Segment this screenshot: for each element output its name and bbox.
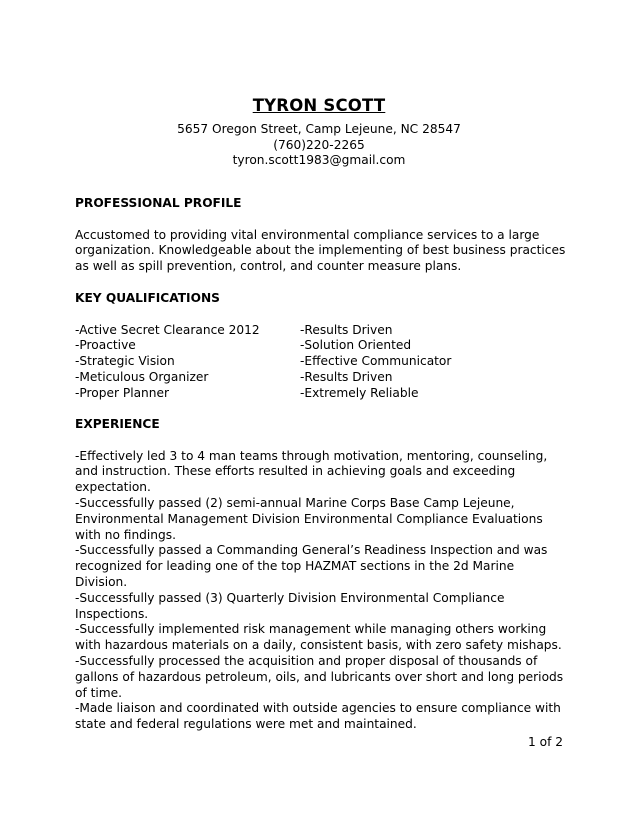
- experience-line: -Successfully passed (3) Quarterly Division Environmental Compliance: [75, 590, 505, 605]
- experience-line: -Successfully processed the acquisition and proper disposal of thousands of: [75, 653, 538, 668]
- email-line: tyron.scott1983@gmail.com: [232, 153, 406, 168]
- qualification-item: -Extremely Reliable: [300, 385, 419, 400]
- experience-line: Inspections.: [75, 606, 149, 621]
- experience-line: and instruction. These efforts resulted in achieving goals and exceeding: [75, 464, 516, 479]
- qualification-item: -Proactive: [75, 338, 136, 353]
- experience-line: Division.: [75, 574, 128, 589]
- experience-line: with hazardous materials on a daily, consistent basis, with zero safety mishaps.: [75, 638, 562, 653]
- qualification-row: [75, 323, 570, 339]
- contact-block: [0, 122, 638, 169]
- experience-heading: EXPERIENCE: [75, 417, 160, 431]
- qualification-row: [75, 354, 570, 370]
- qualification-item: -Strategic Vision: [75, 354, 175, 369]
- experience-line: -Successfully implemented risk management while managing others working: [75, 622, 547, 637]
- experience-line: -Successfully passed a Commanding General’s Readiness Inspection and was: [75, 543, 548, 558]
- qualification-item: -Solution Oriented: [300, 338, 412, 353]
- experience-line: -Successfully passed (2) semi-annual Marine Corps Base Camp Lejeune,: [75, 495, 515, 510]
- profile-line: Accustomed to providing vital environmental compliance services to a large: [75, 227, 540, 242]
- experience-line: state and federal regulations were met and maintained.: [75, 717, 417, 732]
- address-line: 5657 Oregon Street, Camp Lejeune, NC 28547: [177, 122, 461, 136]
- qualification-item: -Active Secret Clearance 2012: [75, 322, 260, 337]
- profile-line: as well as spill prevention, control, and counter measure plans.: [75, 259, 462, 274]
- phone-line: (760)220-2265: [273, 137, 365, 152]
- experience-line: -Effectively led 3 to 4 man teams through motivation, mentoring, counseling,: [75, 448, 548, 463]
- experience-line: of time.: [75, 685, 123, 700]
- experience-line: with no findings.: [75, 527, 176, 542]
- profile-line: organization. Knowledgeable about the implementing of best business practices: [75, 243, 566, 258]
- profile-section: [75, 196, 570, 275]
- qualification-row: [75, 386, 570, 402]
- profile-heading: PROFESSIONAL PROFILE: [75, 196, 242, 210]
- qualification-row: [75, 370, 570, 386]
- qualification-item: -Results Driven: [300, 322, 393, 337]
- qualification-item: -Proper Planner: [75, 385, 170, 400]
- qualifications-section: [75, 291, 570, 402]
- qualifications-heading: KEY QUALIFICATIONS: [75, 291, 220, 305]
- qualification-item: -Effective Communicator: [300, 354, 452, 369]
- page-number: 1 of 2: [527, 735, 563, 749]
- experience-line: -Made liaison and coordinated with outside agencies to ensure compliance with: [75, 701, 561, 716]
- qualification-item: -Meticulous Organizer: [75, 369, 209, 384]
- experience-line: recognized for leading one of the top HAZMAT sections in the 2d Marine: [75, 559, 515, 574]
- experience-line: gallons of hazardous petroleum, oils, and lubricants over short and long periods: [75, 669, 564, 684]
- experience-section: [75, 417, 570, 733]
- qualification-item: -Results Driven: [300, 369, 393, 384]
- qualification-row: [75, 338, 570, 354]
- experience-line: expectation.: [75, 480, 151, 495]
- experience-line: Environmental Management Division Environmental Compliance Evaluations: [75, 511, 543, 526]
- candidate-name: TYRON SCOTT: [252, 96, 386, 115]
